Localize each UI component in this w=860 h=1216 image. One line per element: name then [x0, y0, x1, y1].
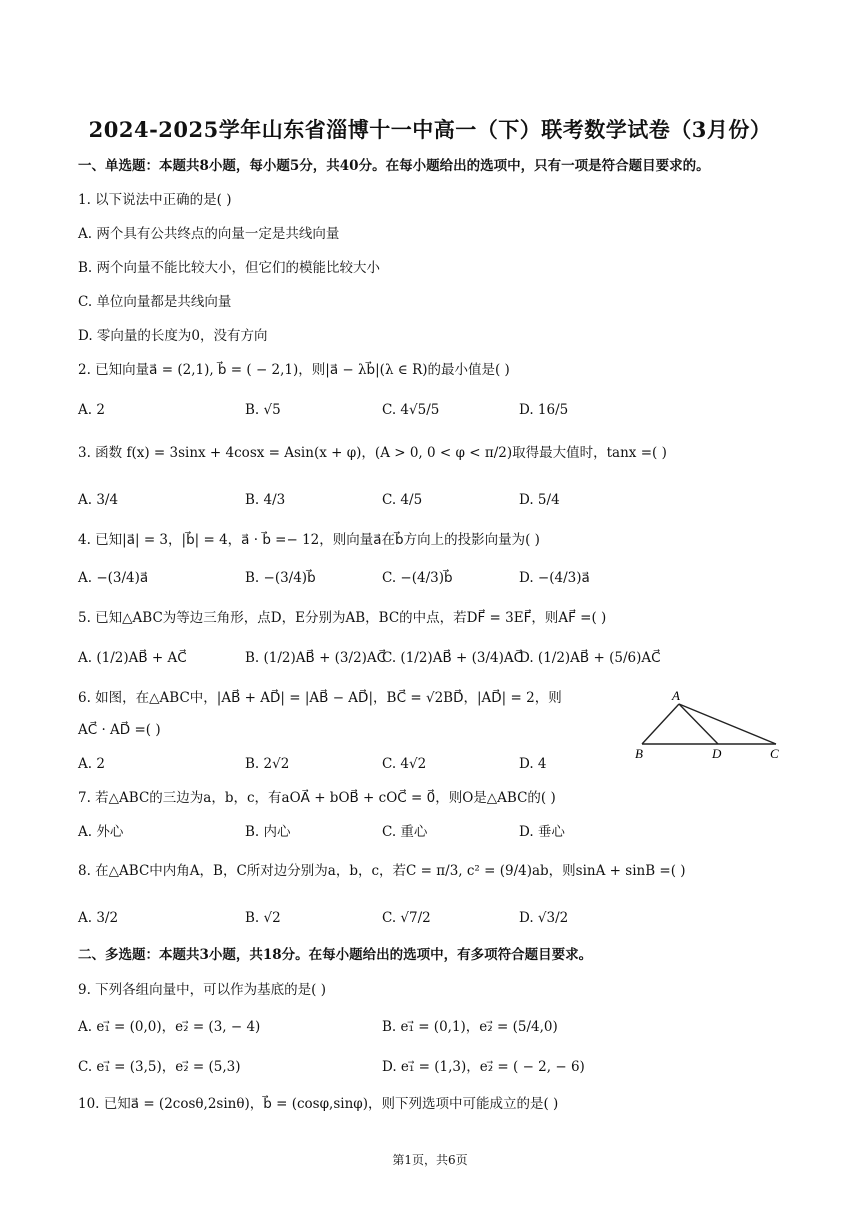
question-1-option-a: A. 两个具有公共终点的向量一定是共线向量: [78, 226, 340, 242]
point-label-c: C: [770, 746, 779, 761]
question-4-option-a: A. −(3/4)a⃗: [78, 570, 149, 586]
question-3-option-d: D. 5/4: [519, 492, 560, 508]
page-footer: 第1页，共6页: [392, 1153, 468, 1167]
question-7-stem: 7. 若△ABC的三边为a，b，c，有aOA⃗ + bOB⃗ + cOC⃗ = 0⃗，则O是△ABC的( ): [78, 790, 556, 806]
question-9-option-d: D. e₁⃗ = (1,3)，e₂⃗ = ( − 2, − 6): [382, 1059, 585, 1075]
segment-ab: [642, 704, 679, 744]
page-title: 2024-2025学年山东省淄博十一中高一（下）联考数学试卷（3月份）: [88, 117, 772, 142]
question-5-option-c: C. (1/2)AB⃗ + (3/4)AC⃗: [382, 650, 524, 666]
question-3-option-c: C. 4/5: [382, 492, 423, 508]
segment-ad: [679, 704, 718, 744]
question-5-option-b: B. (1/2)AB⃗ + (3/2)AC⃗: [245, 650, 387, 666]
section-heading-single-choice: 一、单选题：本题共8小题，每小题5分，共40分。在每小题给出的选项中，只有一项是符合题目要求的。: [78, 158, 710, 174]
point-label-a: A: [672, 688, 680, 703]
triangle-figure: [630, 686, 786, 764]
question-9-stem: 9. 下列各组向量中，可以作为基底的是( ): [78, 982, 326, 998]
question-2-option-a: A. 2: [78, 402, 105, 418]
question-1-option-c: C. 单位向量都是共线向量: [78, 294, 232, 310]
question-7-option-a: A. 外心: [78, 824, 124, 840]
question-10-stem: 10. 已知a⃗ = (2cosθ,2sinθ)，b⃗ = (cosφ,sinφ)，则下列选项中可能成立的是( ): [78, 1096, 559, 1112]
question-8-option-a: A. 3/2: [78, 910, 119, 926]
question-1-stem: 1. 以下说法中正确的是( ): [78, 192, 232, 208]
question-7-options: [78, 820, 698, 848]
question-2-option-b: B. √5: [245, 402, 281, 418]
question-8-option-b: B. √2: [245, 910, 281, 926]
question-6-stem: 6. 如图，在△ABC中，|AB⃗ + AD⃗| = |AB⃗ − AD⃗|，BC⃗ = √2BD⃗，|AD⃗| = 2，则: [78, 690, 562, 706]
question-5-stem: 5. 已知△ABC为等边三角形，点D，E分别为AB，BC的中点，若DF⃗ = 3EF⃗，则AF⃗ =( ): [78, 610, 607, 626]
question-9-options-row-2: [78, 1055, 698, 1083]
section-heading-multiple-choice: 二、多选题：本题共3小题，共18分。在每小题给出的选项中，有多项符合题目要求。: [78, 947, 593, 963]
question-3-stem: 3. 函数 f(x) = 3sinx + 4cosx = Asin(x + φ)，(A > 0, 0 < φ < π/2)取得最大值时，tanx =( ): [78, 445, 667, 461]
question-2-option-d: D. 16/5: [519, 402, 569, 418]
question-7-option-c: C. 重心: [382, 824, 428, 840]
question-2-stem: 2. 已知向量a⃗ = (2,1), b⃗ = ( − 2,1)，则|a⃗ − λb⃗|(λ ∈ R)的最小值是( ): [78, 362, 510, 378]
question-5-option-a: A. (1/2)AB⃗ + AC⃗: [78, 650, 187, 666]
question-1-option-d: D. 零向量的长度为0，没有方向: [78, 328, 268, 344]
question-4-option-b: B. −(3/4)b⃗: [245, 570, 316, 586]
question-6-stem-continued: AC⃗ · AD⃗ =( ): [78, 722, 161, 738]
segment-ac: [679, 704, 776, 744]
point-label-d: D: [712, 746, 722, 761]
question-8-options: [78, 906, 698, 934]
question-9-option-c: C. e₁⃗ = (3,5)，e₂⃗ = (5,3): [78, 1059, 241, 1075]
question-2-option-c: C. 4√5/5: [382, 402, 440, 418]
question-6-options: [78, 752, 698, 780]
question-6-option-a: A. 2: [78, 756, 105, 772]
question-4-option-d: D. −(4/3)a⃗: [519, 570, 590, 586]
question-8-option-c: C. √7/2: [382, 910, 431, 926]
question-5-options: [78, 646, 698, 674]
question-6-option-d: D. 4: [519, 756, 547, 772]
question-9-options-row-1: [78, 1015, 698, 1043]
question-4-stem: 4. 已知|a⃗| = 3，|b⃗| = 4，a⃗ · b⃗ =− 12，则向量a⃗在b⃗方向上的投影向量为( ): [78, 532, 540, 548]
question-3-option-a: A. 3/4: [78, 492, 119, 508]
question-9-option-a: A. e₁⃗ = (0,0)，e₂⃗ = (3, − 4): [78, 1019, 261, 1035]
question-6-option-c: C. 4√2: [382, 756, 427, 772]
question-7-option-d: D. 垂心: [519, 824, 565, 840]
question-9-option-b: B. e₁⃗ = (0,1)，e₂⃗ = (5/4,0): [382, 1019, 558, 1035]
question-3-option-b: B. 4/3: [245, 492, 286, 508]
question-5-option-d: D. (1/2)AB⃗ + (5/6)AC⃗: [519, 650, 661, 666]
question-4-option-c: C. −(4/3)b⃗: [382, 570, 453, 586]
question-1-option-b: B. 两个向量不能比较大小，但它们的模能比较大小: [78, 260, 381, 276]
question-8-option-d: D. √3/2: [519, 910, 569, 926]
point-label-b: B: [635, 746, 643, 761]
question-3-options: [78, 488, 698, 516]
question-2-options: [78, 398, 698, 426]
question-4-options: [78, 566, 698, 594]
question-7-option-b: B. 内心: [245, 824, 291, 840]
question-6-option-b: B. 2√2: [245, 756, 290, 772]
question-8-stem: 8. 在△ABC中内角A，B，C所对边分别为a，b，c，若C = π/3, c² = (9/4)ab，则sinA + sinB =( ): [78, 863, 686, 879]
